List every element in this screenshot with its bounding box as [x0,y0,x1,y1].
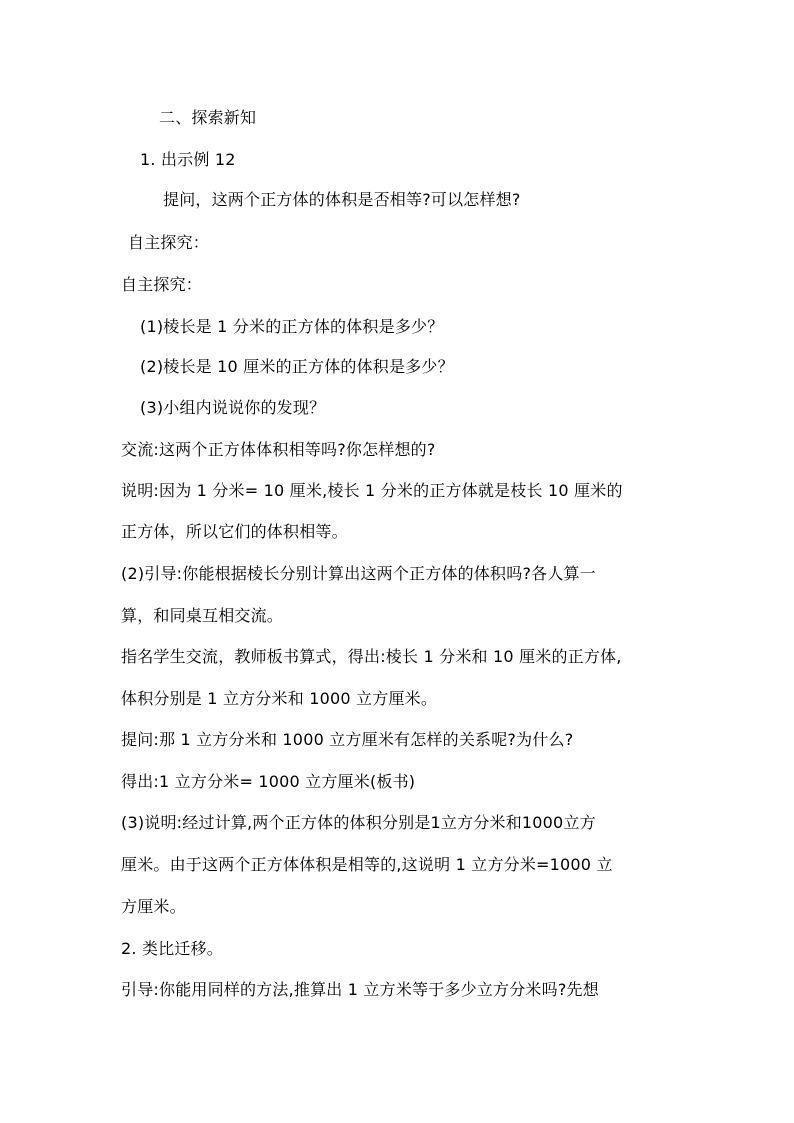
paragraph-line: 指名学生交流，教师板书算式，得出:棱长 1 分米和 10 厘米的正方体, [121,647,622,666]
example-title: 1. 出示例 12 [140,150,236,169]
paragraph-line: 提问:那 1 立方分米和 1000 立方厘米有怎样的关系呢?为什么? [121,730,574,749]
paragraph-line: 方厘米。 [121,897,186,916]
paragraph-line: (1)棱长是 1 分米的正方体的体积是多少？ [140,317,444,336]
paragraph-line: (2)引导:你能根据棱长分别计算出这两个正方体的体积吗?各人算一 [121,564,596,583]
paragraph-line: 算，和同桌互相交流。 [121,606,284,625]
paragraph-line: 提问，这两个正方体的体积是否相等?可以怎样想? [163,190,521,209]
paragraph-line: 体积分别是 1 立方分米和 1000 立方厘米。 [121,689,438,708]
paragraph-line: 正方体，所以它们的体积相等。 [121,522,348,541]
paragraph-line: (3)说明:经过计算,两个正方体的体积分别是1立方分米和1000立方 [121,813,596,832]
paragraph-line: 自主探究： [121,275,203,294]
paragraph-line: (2)棱长是 10 厘米的正方体的体积是多少？ [140,357,454,376]
section-heading: 二、探索新知 [159,108,257,127]
paragraph-line: 厘米。由于这两个正方体体积是相等的,这说明 1 立方分米=1000 立 [121,855,613,874]
paragraph-line: 得出:1 立方分米= 1000 立方厘米(板书) [121,772,416,791]
paragraph-line: 交流:这两个正方体体积相等吗?你怎样想的? [121,440,436,459]
paragraph-line: 自主探究： [128,233,210,252]
paragraph-line: 说明:因为 1 分米= 10 厘米,棱长 1 分米的正方体就是枝长 10 厘米的 [121,481,623,500]
paragraph-line: (3)小组内说说你的发现？ [140,398,326,417]
paragraph-line: 2. 类比迁移。 [121,939,223,958]
paragraph-line: 引导:你能用同样的方法,推算出 1 立方米等于多少立方分米吗?先想 [121,980,599,999]
